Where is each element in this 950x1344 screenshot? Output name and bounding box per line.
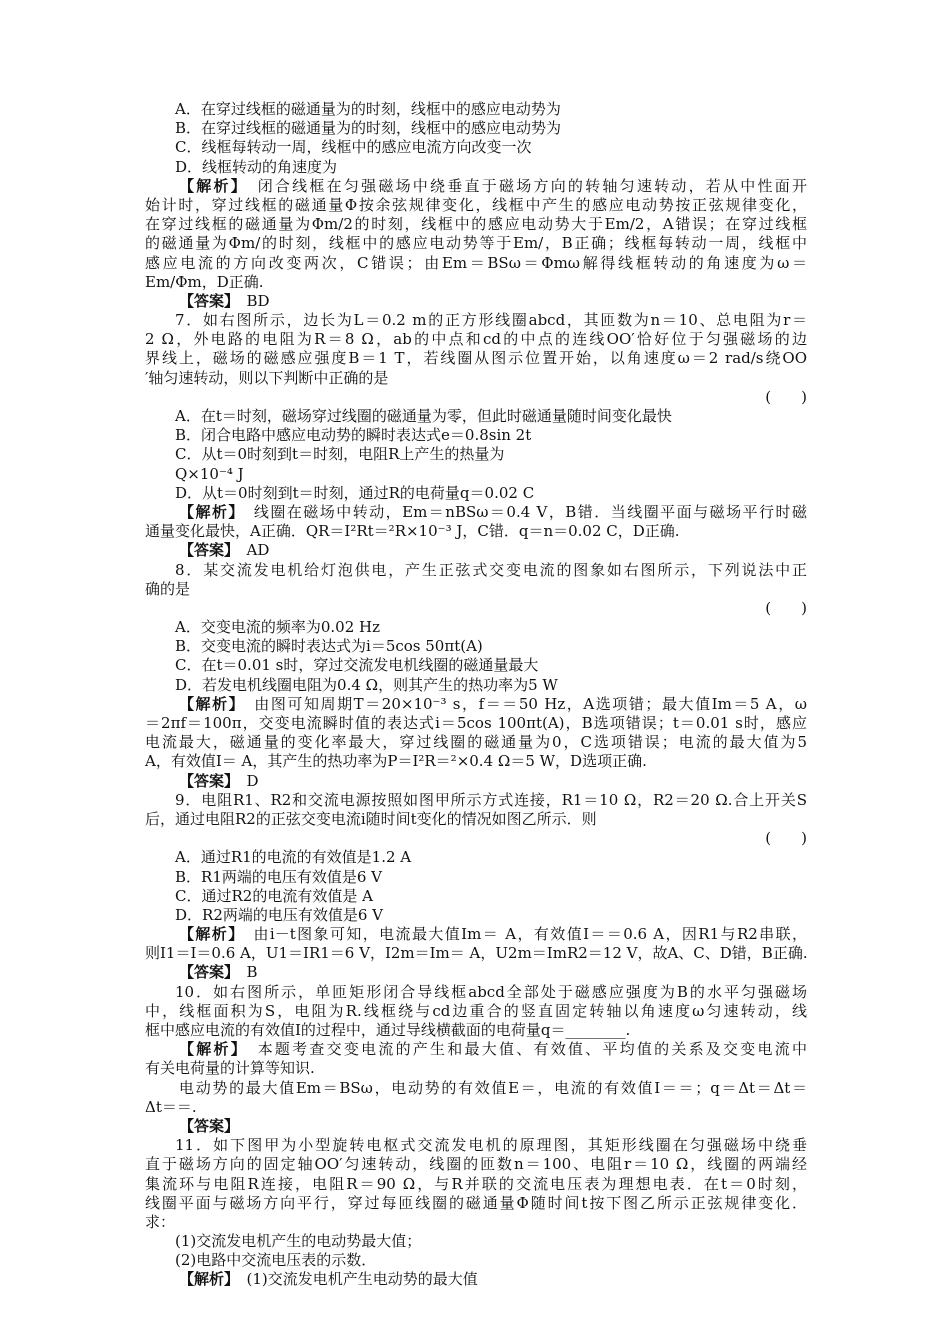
section-tag: 【解析】 xyxy=(179,1270,232,1289)
line-text: ＝2πf＝100π，交变电流瞬时值的表达式i＝5cos 100πt(A)，B选项错误；t＝0.01 s时，感应 xyxy=(145,714,807,732)
line-text: 本题考查交变电流的产生和最大值、有效值、平均值的关系及交变电流中 xyxy=(240,1040,807,1059)
text-line xyxy=(145,561,807,580)
text-line xyxy=(145,772,807,791)
line-text: 的磁通量为Φm/的时刻，线框中的感应电动势等于Em/，B正确；线框每转动一周，线框中 xyxy=(145,234,807,253)
section-tag: 【答案】 xyxy=(179,1116,240,1135)
line-text: 由图可知周期T＝20×10⁻³ s，f＝＝50 Hz，A选项错；最大值Im＝5 A，ω xyxy=(237,694,807,713)
line-text: 电动势的最大值Em＝BSω，电动势的有效值E＝，电流的有效值I＝＝；q＝Δt＝Δt＝ xyxy=(179,1078,807,1097)
line-text: 由i－t图象可知，电流最大值Im＝ A，有效值I＝＝0.6 A，因R1与R2串联， xyxy=(237,925,807,944)
text-line xyxy=(145,234,807,253)
line-text: 在穿过线框的磁通量为Φm/2的时刻，线框中的感应电动势大于Em/2，A错误；在穿过线框 xyxy=(145,215,807,234)
line-text: 有关电荷量的计算等知识. xyxy=(145,1059,315,1078)
line-text: C．通过R2的电流有效值是 A xyxy=(175,886,373,905)
line-text: 求： xyxy=(145,1212,176,1231)
line-text: 通量变化最快，A正确．QR＝I²Rt＝²R×10⁻³ J，C错．q＝n＝0.02 C，D正确. xyxy=(145,522,680,541)
line-text: 7．如右图所示，边长为L＝0.2 m的正方形线圈abcd，其匝数为n＝10、总电阻为r＝ xyxy=(175,311,807,330)
line-text: 9．电阻R1、R2和交流电源按照如图甲所示方式连接，R1＝10 Ω，R2＝20 Ω.合上开关S xyxy=(175,790,807,809)
answer-bracket: ( ) xyxy=(765,598,807,617)
line-text: A．在t＝时刻，磁场穿过线圈的磁通量为零，但此时磁通量随时间变化最快 xyxy=(175,407,672,425)
text-line xyxy=(145,637,807,656)
text-line xyxy=(145,158,807,177)
line-text: A．通过R1的电流的有效值是1.2 A xyxy=(175,848,412,867)
text-line xyxy=(145,1251,807,1270)
section-tag: 【答案】 xyxy=(179,541,232,560)
text-line xyxy=(145,215,807,234)
line-text: 10．如右图所示，单匝矩形闭合导线框abcd全部处于磁感应强度为B的水平匀强磁场 xyxy=(175,982,807,1001)
line-text: AD xyxy=(231,541,270,560)
document-page xyxy=(145,100,807,1290)
line-text: A．在穿过线框的磁通量为的时刻，线框中的感应电动势为 xyxy=(175,100,561,118)
line-text: C．线框每转动一周，线框中的感应电流方向改变一次 xyxy=(175,138,532,157)
line-text: B xyxy=(231,963,258,982)
text-line xyxy=(145,369,807,388)
text-line xyxy=(145,407,807,426)
line-text: C．从t＝0时刻到t＝时刻，电阻R上产生的热量为 xyxy=(175,445,505,464)
line-text: 界线上，磁场的磁感应强度B＝1 T，若线圈从图示位置开始，以角速度ω＝2 rad/s绕OO xyxy=(145,349,807,368)
line-text: A，有效值I＝ A，其产生的热功率为P＝I²R＝²×0.4 Ω＝5 W，D选项正确. xyxy=(145,752,647,771)
section-tag: 【答案】 xyxy=(179,771,232,790)
text-line xyxy=(145,1213,807,1232)
line-text: 后，通过电阻R2的正弦交变电流i随时间t变化的情况如图乙所示．则 xyxy=(145,809,597,828)
text-line xyxy=(145,1098,807,1117)
line-text: C．在t＝0.01 s时，穿过交流发电机线圈的磁通量最大 xyxy=(175,656,539,675)
text-line xyxy=(145,1155,807,1174)
line-text: (2)电路中交流电压表的示数． xyxy=(175,1251,377,1270)
answer-bracket-line xyxy=(145,388,807,407)
section-tag: 【解析】 xyxy=(179,1040,241,1059)
line-text: D xyxy=(231,771,259,790)
text-line xyxy=(145,887,807,906)
line-text: 框中感应电流的有效值I的过程中，通过导线横截面的电荷量q＝________. xyxy=(145,1021,631,1039)
text-line xyxy=(145,1059,807,1078)
text-line xyxy=(145,273,807,292)
line-text: 集流环与电阻R连接，电阻R＝90 Ω，与R并联的交流电压表为理想电表．在t＝0时刻， xyxy=(145,1174,807,1193)
line-text: Δt＝＝. xyxy=(145,1097,197,1116)
text-line xyxy=(145,330,807,349)
line-text: BD xyxy=(231,291,270,310)
text-line xyxy=(145,1040,807,1059)
line-text: D．从t＝0时刻到t＝时刻，通过R的电荷量q＝0.02 C xyxy=(175,483,535,502)
line-text: B．闭合电路中感应电动势的瞬时表达式e＝0.8sin 2t xyxy=(175,426,532,445)
line-text: 中，线框面积为S，电阻为R.线框绕与cd边重合的竖直固定转轴以角速度ω匀速转动，线 xyxy=(145,1001,807,1020)
line-text: 感应电流的方向改变两次，C错误；由Em＝BSω＝Φmω解得线框转动的角速度为ω＝ xyxy=(145,253,807,272)
text-line xyxy=(145,618,807,637)
answer-bracket: ( ) xyxy=(765,387,807,406)
line-text: ′轴匀速转动，则以下判断中正确的是 xyxy=(145,368,389,387)
text-line xyxy=(145,349,807,368)
line-text: 直于磁场方向的固定轴OO′匀速转动，线圈的匝数n＝100、电阻r＝10 Ω，线圈的两端经 xyxy=(145,1155,807,1174)
line-text: D．若发电机线圈电阻为0.4 Ω，则其产生的热功率为5 W xyxy=(175,675,558,694)
line-text: 电流最大，磁通量的变化率最大，穿过线圈的磁通量为0，C选项错误；电流的最大值为5 xyxy=(145,733,807,752)
text-line xyxy=(145,695,807,714)
line-text: 2 Ω，外电路的电阻为R＝8 Ω，ab的中点和cd的中点的连线OO′恰好位于匀强磁场的边 xyxy=(145,330,807,349)
line-text: Q×10⁻⁴ J xyxy=(175,464,244,483)
text-line xyxy=(145,810,807,829)
text-line xyxy=(145,1002,807,1021)
text-line xyxy=(145,656,807,675)
line-text: D．R2两端的电压有效值是6 V xyxy=(175,905,384,924)
text-line xyxy=(145,1194,807,1213)
text-line xyxy=(145,541,807,560)
line-text: B．在穿过线框的磁通量为的时刻，线框中的感应电动势为 xyxy=(175,119,562,138)
text-line xyxy=(145,100,807,119)
text-line xyxy=(145,138,807,157)
text-line xyxy=(145,1136,807,1155)
text-line xyxy=(145,177,807,196)
text-line xyxy=(145,254,807,273)
text-line xyxy=(145,522,807,541)
text-line xyxy=(145,426,807,445)
text-line xyxy=(145,714,807,733)
line-text: B．R1两端的电压有效值是6 V xyxy=(175,867,383,886)
text-line xyxy=(145,1270,807,1289)
text-line xyxy=(145,119,807,138)
section-tag: 【解析】 xyxy=(179,925,238,944)
text-line xyxy=(145,465,807,484)
line-text: 线圈在磁场中转动，Em＝nBSω＝0.4 V，B错．当线圈平面与磁场平行时磁 xyxy=(237,502,807,521)
line-text: D．线框转动的角速度为 xyxy=(175,157,338,176)
section-tag: 【解析】 xyxy=(179,694,238,713)
text-line xyxy=(145,1175,807,1194)
text-line xyxy=(145,944,807,963)
line-text: 则I1＝I＝0.6 A，U1＝IR1＝6 V，I2m＝Im＝ A，U2m＝ImR2＝12 V，故A、C、D错，B正确. xyxy=(145,944,808,963)
text-line xyxy=(145,1117,807,1136)
answer-bracket: ( ) xyxy=(765,829,807,848)
text-line xyxy=(145,311,807,330)
text-line xyxy=(145,292,807,311)
text-line xyxy=(145,503,807,522)
line-text: 线圈平面与磁场方向平行，穿过每匝线圈的磁通量Φ随时间t按下图乙所示正弦规律变化． xyxy=(145,1193,807,1212)
text-line xyxy=(145,196,807,215)
text-line xyxy=(145,752,807,771)
section-tag: 【答案】 xyxy=(179,291,232,310)
text-line xyxy=(145,1232,807,1251)
line-text: 确的是 xyxy=(145,579,191,598)
section-tag: 【答案】 xyxy=(179,963,232,982)
answer-bracket-line xyxy=(145,829,807,848)
text-line xyxy=(145,484,807,503)
text-line xyxy=(145,983,807,1002)
text-line xyxy=(145,733,807,752)
line-text: Em/Φm，D正确. xyxy=(145,272,264,291)
line-text: (1)交流发电机产生电动势的最大值 xyxy=(231,1270,478,1289)
section-tag: 【解析】 xyxy=(179,502,238,521)
text-line xyxy=(145,906,807,925)
text-line xyxy=(145,925,807,944)
line-text: (1)交流发电机产生的电动势最大值； xyxy=(175,1232,422,1251)
text-line xyxy=(145,848,807,867)
line-text: A．交变电流的频率为0.02 Hz xyxy=(175,618,380,637)
text-line xyxy=(145,963,807,982)
line-text: 8．某交流发电机给灯泡供电，产生正弦式交变电流的图象如右图所示，下列说法中正 xyxy=(175,560,807,579)
line-text: 11．如下图甲为小型旋转电枢式交流发电机的原理图，其矩形线圈在匀强磁场中绕垂 xyxy=(175,1136,807,1155)
text-line xyxy=(145,580,807,599)
text-line xyxy=(145,1079,807,1098)
text-line xyxy=(145,868,807,887)
text-line xyxy=(145,791,807,810)
answer-bracket-line xyxy=(145,599,807,618)
line-text: 始计时，穿过线框的磁通量Φ按余弦规律变化，线框中产生的感应电动势按正弦规律变化， xyxy=(145,195,807,214)
line-text: B．交变电流的瞬时表达式为i＝5cos 50πt(A) xyxy=(175,637,483,656)
section-tag: 【解析】 xyxy=(179,176,241,195)
line-text: 闭合线框在匀强磁场中绕垂直于磁场方向的转轴匀速转动，若从中性面开 xyxy=(240,176,807,195)
text-line xyxy=(145,445,807,464)
text-line xyxy=(145,1021,807,1040)
text-line xyxy=(145,676,807,695)
